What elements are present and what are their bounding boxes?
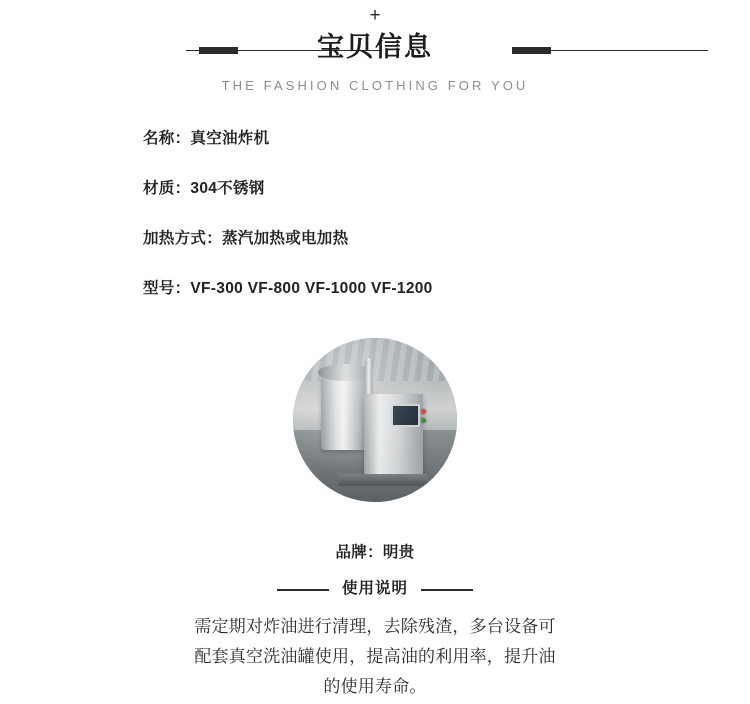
list-item: 名称：真空油炸机 bbox=[143, 130, 270, 147]
page-header bbox=[0, 0, 750, 95]
list-item: 型号：VF-300 VF-800 VF-1000 VF-1200 bbox=[143, 280, 433, 297]
photo-indicator-light-red bbox=[421, 409, 426, 414]
photo-base bbox=[339, 474, 428, 485]
page-subtitle: THE FASHION CLOTHING FOR YOU bbox=[221, 78, 529, 93]
list-item: 材质：304不锈钢 bbox=[143, 180, 265, 197]
brand-label: 品牌：明贵 bbox=[335, 544, 415, 561]
photo-control-panel bbox=[391, 404, 420, 428]
usage-heading bbox=[0, 578, 750, 600]
page-title: 宝贝信息 bbox=[317, 32, 433, 62]
plus-icon: + bbox=[369, 5, 381, 26]
list-item: 加热方式：蒸汽加热或电加热 bbox=[143, 230, 349, 247]
usage-title: 使用说明 bbox=[341, 580, 408, 597]
usage-text: 需定期对炸油进行清理，去除残渣，多台设备可配套真空洗油罐使用，提高油的利用率，提升油的使用寿命。 bbox=[194, 617, 556, 696]
product-image-graphic bbox=[293, 338, 457, 502]
spec-list bbox=[143, 128, 433, 328]
usage-body bbox=[0, 612, 750, 702]
usage-divider-left bbox=[277, 589, 329, 591]
usage-divider-right bbox=[421, 589, 473, 591]
product-image bbox=[293, 338, 457, 502]
